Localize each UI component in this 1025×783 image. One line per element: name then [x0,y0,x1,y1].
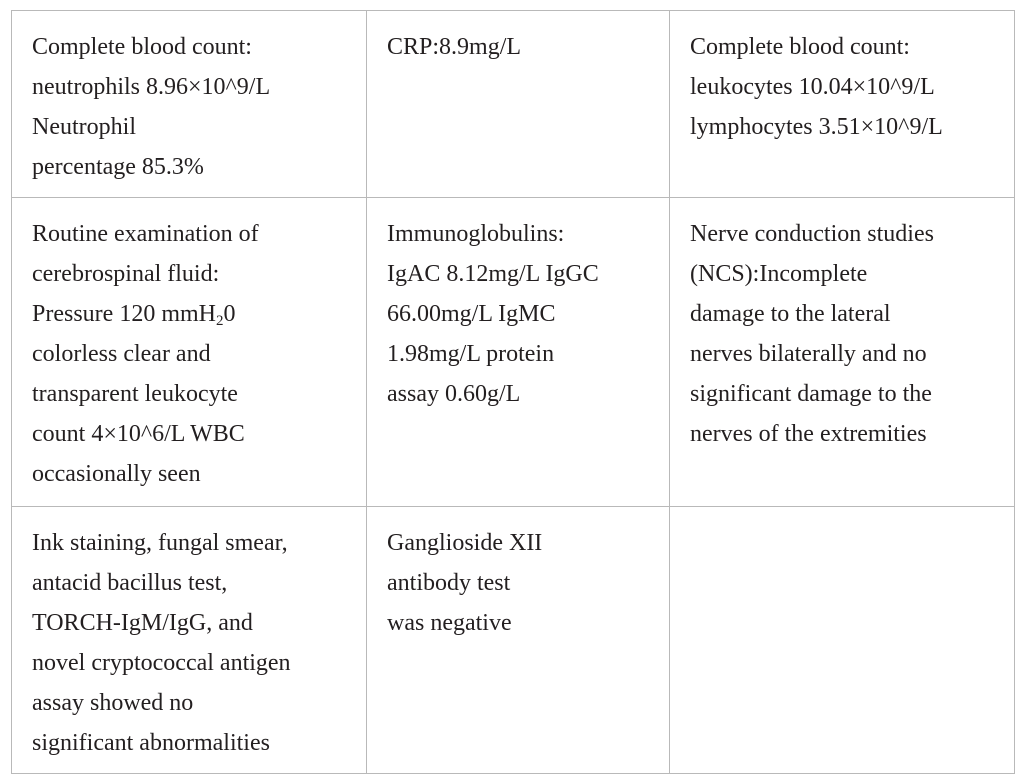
cell-line: antacid bacillus test, [32,570,228,596]
table-cell-empty [670,507,1015,774]
cell-line: IgAC 8.12mg/L IgGC [387,261,599,287]
cell-line: Complete blood count: [690,34,910,60]
cell-line: significant abnormalities [32,730,270,756]
cell-line: TORCH-IgM/IgG, and [32,610,253,636]
table-cell-blood-count-neutrophils [12,11,367,198]
cell-line: Neutrophil [32,114,136,140]
cell-line: Ganglioside XII [387,530,543,556]
table-cell-nerve-conduction [670,198,1015,507]
table-row [12,198,1015,507]
cell-line: novel cryptococcal antigen [32,650,291,676]
cell-line: percentage 85.3% [32,154,204,180]
cell-line: CRP:8.9mg/L [387,34,522,60]
cell-line: was negative [387,610,512,636]
cell-line: assay showed no [32,690,194,716]
cell-line: Routine examination of [32,221,259,247]
table-cell-ganglioside [367,507,670,774]
cell-line: colorless clear and [32,341,211,367]
cell-line: (NCS):Incomplete [690,261,868,287]
cell-line-pressure [32,294,346,334]
table-cell-infection-tests [12,507,367,774]
cell-line: Complete blood count: [32,34,252,60]
cell-line: cerebrospinal fluid: [32,261,220,287]
pressure-text: Pressure 120 mmH [32,301,216,327]
cell-line: damage to the lateral [690,301,891,327]
pressure-subscript: 2 [215,313,224,329]
cell-line: Ink staining, fungal smear, [32,530,288,556]
cell-line: Nerve conduction studies [690,221,934,247]
cell-line: nerves of the extremities [690,421,927,447]
cell-line: occasionally seen [32,461,201,487]
cell-line: antibody test [387,570,511,596]
table-row [12,11,1015,198]
cell-line: assay 0.60g/L [387,381,521,407]
cell-line: 66.00mg/L IgMC [387,301,556,327]
table-cell-crp [367,11,670,198]
cell-line: 1.98mg/L protein [387,341,555,367]
table-row [12,507,1015,774]
table-cell-blood-count-leukocytes [670,11,1015,198]
cell-line: Immunoglobulins: [387,221,565,247]
cell-line: lymphocytes 3.51×10^9/L [690,114,943,140]
cell-line: nerves bilaterally and no [690,341,927,367]
cell-line: significant damage to the [690,381,932,407]
cell-line: leukocytes 10.04×10^9/L [690,74,935,100]
cell-line: transparent leukocyte [32,381,238,407]
lab-results-table [11,10,1015,774]
table-cell-immunoglobulins [367,198,670,507]
cell-line: count 4×10^6/L WBC [32,421,245,447]
table-cell-csf-routine [12,198,367,507]
cell-line: neutrophils 8.96×10^9/L [32,74,271,100]
pressure-suffix: 0 [223,301,236,327]
